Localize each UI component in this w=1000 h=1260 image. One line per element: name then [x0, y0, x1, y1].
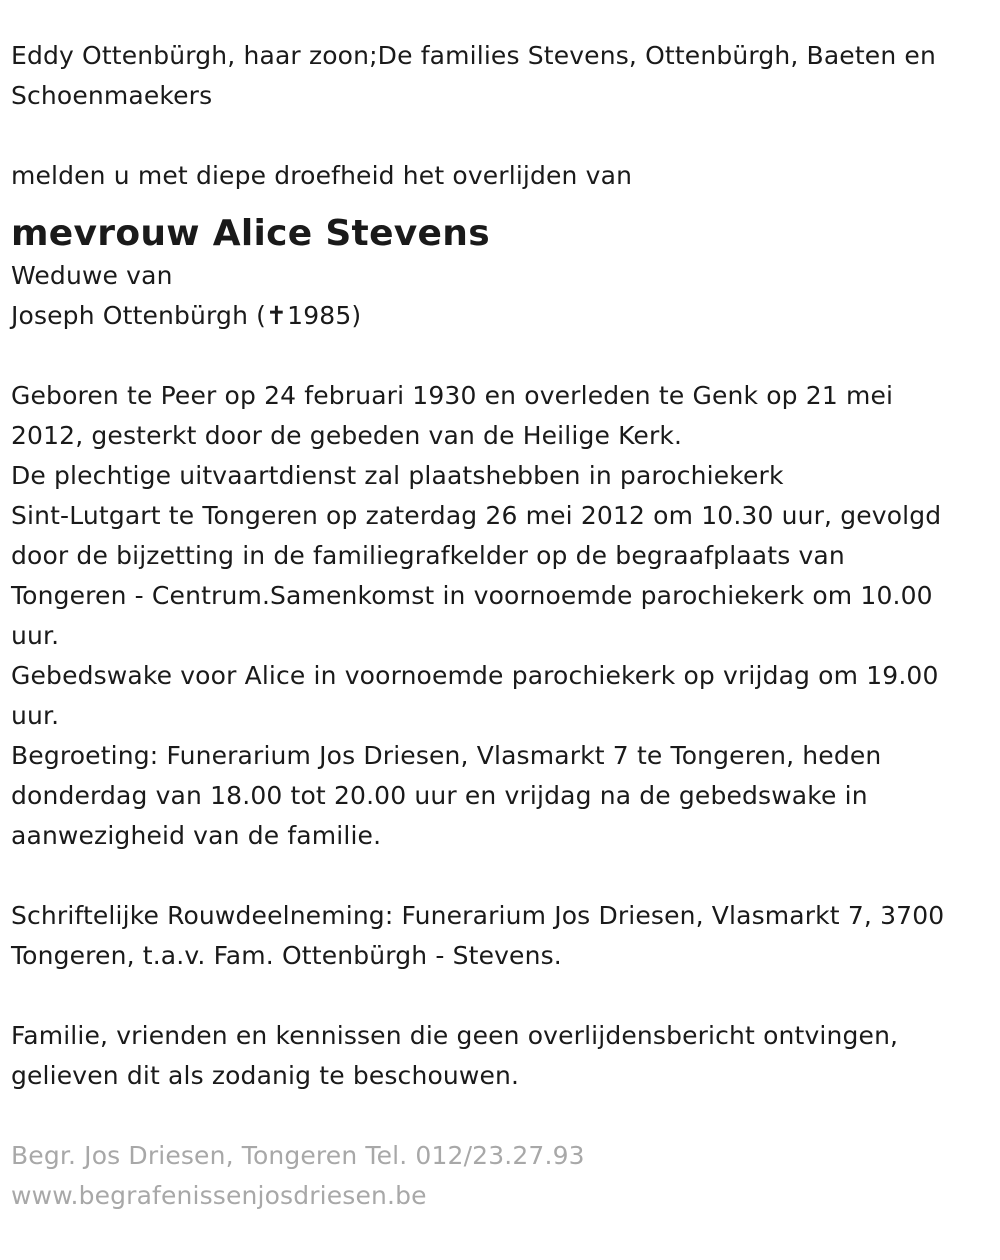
details-line: uur.: [11, 701, 60, 730]
widow-label: Weduwe van: [11, 261, 173, 290]
funeral-home-website[interactable]: www.begrafenissenjosdriesen.be: [11, 1181, 427, 1210]
details-line: Tongeren - Centrum.Samenkomst in voornoemde parochiekerk om 10.00: [11, 581, 933, 610]
spacer: [11, 856, 996, 896]
notice-text: [11, 1016, 996, 1096]
details-line: aanwezigheid van de familie.: [11, 821, 382, 850]
deceased-name: mevrouw Alice Stevens: [11, 213, 490, 254]
announcement: melden u met diepe droefheid het overlijden van: [11, 161, 633, 190]
details-line: Begroeting: Funerarium Jos Driesen, Vlasmarkt 7 te Tongeren, heden: [11, 741, 882, 770]
spacer: [11, 1096, 996, 1136]
condolence-line-2: Tongeren, t.a.v. Fam. Ottenbürgh - Stevens.: [11, 941, 562, 970]
details-line: Gebedswake voor Alice in voornoemde parochiekerk op vrijdag om 19.00: [11, 661, 939, 690]
details-line: door de bijzetting in de familiegrafkelder op de begraafplaats van: [11, 541, 845, 570]
spacer: [11, 116, 996, 156]
intro-line-1: Eddy Ottenbürgh, haar zoon;De families Stevens, Ottenbürgh, Baeten en: [11, 41, 936, 70]
details-line: De plechtige uitvaartdienst zal plaatshebben in parochiekerk: [11, 461, 784, 490]
spacer: [11, 976, 996, 1016]
obituary-notice: [11, 36, 996, 1216]
condolence-address: [11, 896, 996, 976]
funeral-home-footer: [11, 1136, 996, 1216]
condolence-line-1: Schriftelijke Rouwdeelneming: Funerarium Jos Driesen, Vlasmarkt 7, 3700: [11, 901, 945, 930]
notice-line-1: Familie, vrienden en kennissen die geen overlijdensbericht ontvingen,: [11, 1021, 899, 1050]
spacer: [11, 336, 996, 376]
spouse-name: Joseph Ottenbürgh (✝1985): [11, 301, 362, 330]
notice-line-2: gelieven dit als zodanig te beschouwen.: [11, 1061, 520, 1090]
intro-line-2: Schoenmaekers: [11, 81, 213, 110]
details-line: 2012, gesterkt door de gebeden van de Heilige Kerk.: [11, 421, 683, 450]
details-line: Sint-Lutgart te Tongeren op zaterdag 26 mei 2012 om 10.30 uur, gevolgd: [11, 501, 942, 530]
funeral-details: [11, 376, 996, 856]
details-line: donderdag van 18.00 tot 20.00 uur en vrijdag na de gebedswake in: [11, 781, 868, 810]
details-line: uur.: [11, 621, 60, 650]
intro-family: [11, 36, 996, 116]
details-line: Geboren te Peer op 24 februari 1930 en overleden te Genk op 21 mei: [11, 381, 894, 410]
funeral-home-contact: Begr. Jos Driesen, Tongeren Tel. 012/23.27.93: [11, 1141, 585, 1170]
